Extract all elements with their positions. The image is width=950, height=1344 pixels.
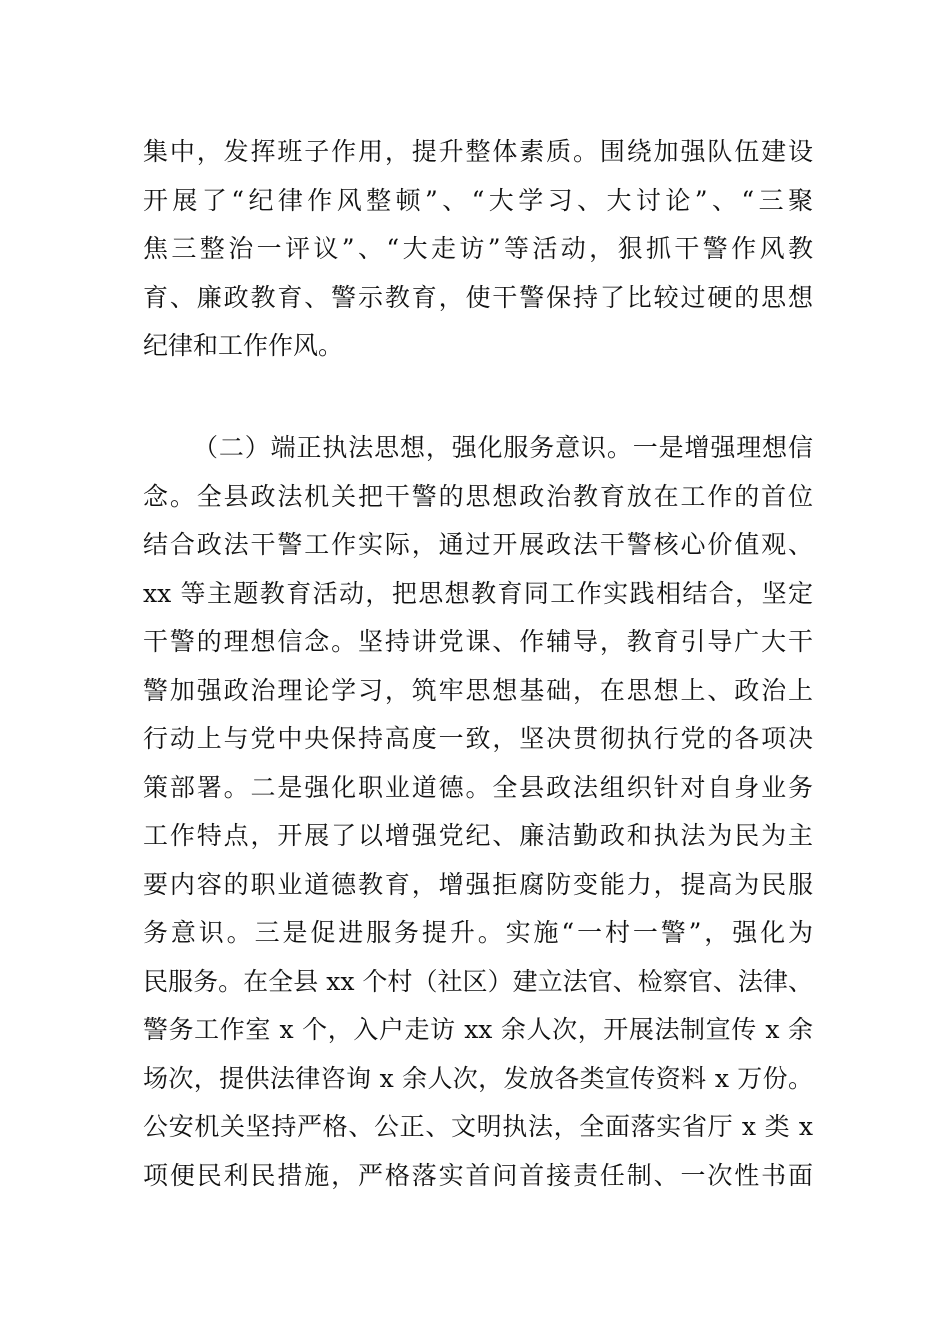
paragraph-line: 行动上与党中央保持高度一致，坚决贯彻执行党的各项决	[143, 724, 813, 753]
paragraph-line: 务意识。三是促进服务提升。实施“一村一警”，强化为	[143, 918, 813, 947]
paragraph-team-building	[143, 128, 813, 371]
paragraph-line: 念。全县政法机关把干警的思想政治教育放在工作的首位	[143, 481, 813, 511]
paragraph-line: 项便民利民措施，严格落实首问首接责任制、一次性书面	[143, 1160, 813, 1190]
paragraph-line: 公安机关坚持严格、公正、文明执法，全面落实省厅 x 类 x	[143, 1112, 813, 1141]
paragraph-line: 工作特点，开展了以增强党纪、廉洁勤政和执法为民为主	[143, 821, 813, 850]
paragraph-line: 警务工作室 x 个，入户走访 xx 余人次，开展法制宣传 x 余	[143, 1015, 813, 1044]
paragraph-line: 结合政法干警工作实际，通过开展政法干警核心价值观、	[143, 530, 813, 559]
paragraph-line: 育、廉政教育、警示教育，使干警保持了比较过硬的思想	[143, 282, 813, 312]
paragraph-line: 纪律和工作作风。	[143, 331, 344, 360]
paragraph-line: xx 等主题教育活动，把思想教育同工作实践相结合，坚定	[143, 578, 813, 608]
paragraph-line: 策部署。二是强化职业道德。全县政法组织针对自身业务	[143, 772, 813, 802]
paragraph-law-enforcement	[143, 424, 813, 1200]
section-heading-line: （二）端正执法思想，强化服务意识。一是增强理想信	[193, 433, 813, 462]
paragraph-line: 要内容的职业道德教育，增强拒腐防变能力，提高为民服	[143, 869, 813, 899]
paragraph-line: 民服务。在全县 xx 个村（社区）建立法官、检察官、法律、	[143, 966, 813, 996]
paragraph-line: 警加强政治理论学习，筑牢思想基础，在思想上、政治上	[143, 675, 813, 705]
paragraph-line: 集中，发挥班子作用，提升整体素质。围绕加强队伍建设	[143, 137, 813, 166]
paragraph-line: 焦三整治一评议”、“大走访”等活动，狠抓干警作风教	[143, 234, 813, 263]
paragraph-line: 场次，提供法律咨询 x 余人次，发放各类宣传资料 x 万份。	[143, 1063, 813, 1093]
paragraph-line: 开展了“纪律作风整顿”、“大学习、大讨论”、“三聚	[143, 185, 813, 215]
paragraph-line: 干警的理想信念。坚持讲党课、作辅导，教育引导广大干	[143, 627, 813, 656]
